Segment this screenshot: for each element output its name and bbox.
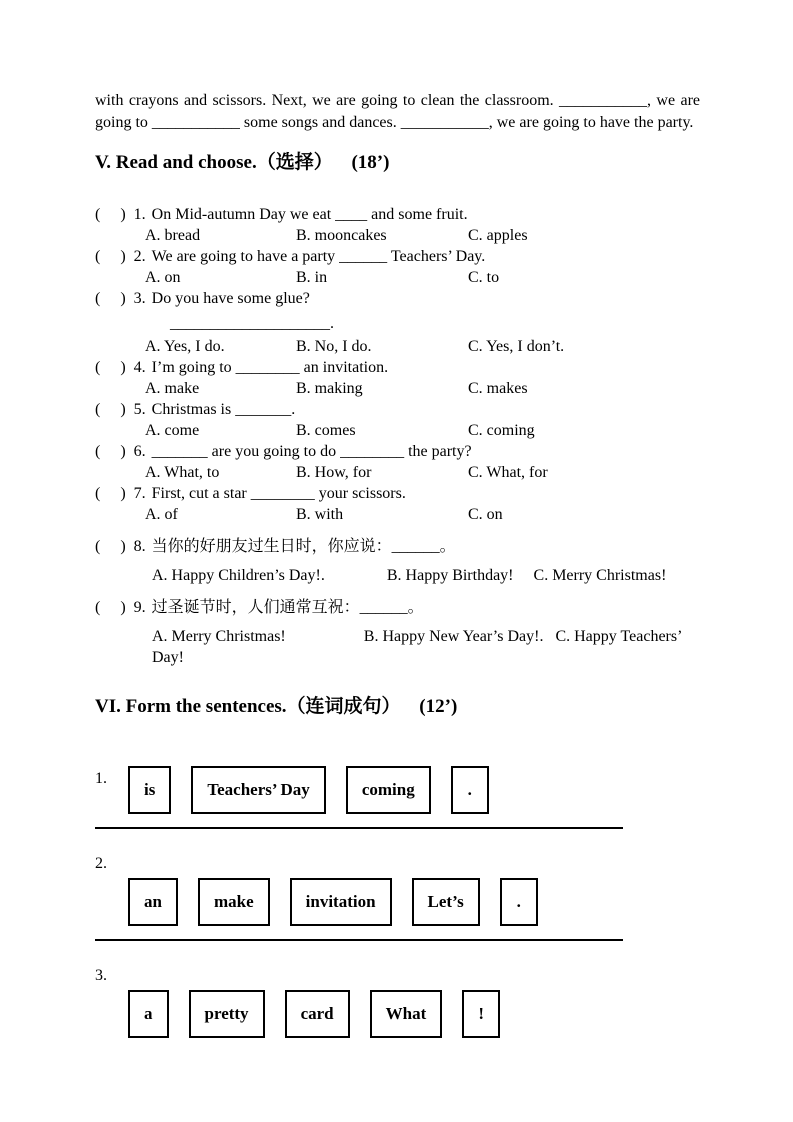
- options-row: [145, 336, 700, 357]
- answer-bracket: ( ): [95, 206, 126, 223]
- option-b: B. mooncakes: [296, 227, 387, 244]
- word-box: make: [198, 878, 270, 926]
- form-sentences-list: [95, 766, 700, 1038]
- option-b: B. Happy Birthday!: [386, 567, 514, 584]
- options-row: [145, 504, 700, 525]
- word-box: pretty: [189, 990, 265, 1038]
- section-vi-title: [95, 694, 700, 720]
- option-c: C. coming: [468, 422, 535, 439]
- option-c: C. makes: [468, 380, 528, 397]
- word-boxes-row: [128, 990, 700, 1038]
- option-c: C. Yes, I don’t.: [468, 338, 565, 355]
- answer-bracket: ( ): [95, 485, 126, 502]
- option-c: C. What, for: [468, 464, 548, 481]
- option-c: C. apples: [468, 227, 528, 244]
- option-b: B. How, for: [296, 464, 372, 481]
- form-sentence-item: [95, 965, 700, 1038]
- answer-bracket: ( ): [95, 599, 126, 616]
- options-row: [145, 267, 700, 288]
- word-boxes-row: [128, 766, 700, 814]
- question-row: [95, 357, 700, 399]
- form-sentence-item: [95, 853, 700, 941]
- question-text: Christmas is _______.: [151, 401, 296, 418]
- word-box: coming: [346, 766, 431, 814]
- question-stem-line: [95, 441, 700, 462]
- option-a: A. Happy Children’s Day!.: [152, 567, 325, 584]
- answer-line: [95, 939, 623, 941]
- word-box: .: [451, 766, 489, 814]
- question-number: 5.: [133, 401, 146, 418]
- option-a: A. make: [145, 380, 200, 397]
- word-box: an: [128, 878, 178, 926]
- question-text: Do you have some glue?: [151, 290, 310, 307]
- answer-line: [95, 827, 623, 829]
- word-box: is: [128, 766, 171, 814]
- word-box: a: [128, 990, 169, 1038]
- question-stem-line: [95, 246, 700, 267]
- question-row: [95, 288, 700, 357]
- item-number: 2.: [95, 855, 107, 872]
- option-b: B. comes: [296, 422, 356, 439]
- option-b: B. Happy New Year’s Day!.: [363, 628, 544, 645]
- form-sentence-item: [95, 766, 700, 829]
- options-row: [145, 225, 700, 246]
- section-vi-title-text: VI. Form the sentences.（连词成句）: [95, 696, 401, 717]
- question-text: On Mid-autumn Day we eat ____ and some fruit.: [151, 206, 468, 223]
- option-a: A. bread: [145, 227, 201, 244]
- question-text: I’m going to ________ an invitation.: [151, 359, 389, 376]
- question-stem-line: [95, 204, 700, 225]
- option-a: A. on: [145, 269, 181, 286]
- question-text: 过圣诞节时，人们通常互祝：______。: [151, 599, 424, 616]
- option-a: A. What, to: [145, 464, 220, 481]
- option-c: C. Happy Teachers’ Day!: [152, 628, 682, 666]
- question-row: [95, 441, 700, 483]
- word-box: invitation: [290, 878, 392, 926]
- item-number: 1.: [95, 770, 107, 787]
- question-stem-line: [95, 399, 700, 420]
- section-v-score: (18’): [351, 152, 390, 173]
- answer-bracket: ( ): [95, 248, 126, 265]
- word-box: Let’s: [412, 878, 480, 926]
- option-a: A. of: [145, 506, 178, 523]
- option-c: C. on: [468, 506, 503, 523]
- answer-bracket: ( ): [95, 359, 126, 376]
- section-v-title-text: V. Read and choose.（选择）: [95, 152, 333, 173]
- answer-blank-line: ____________________.: [170, 315, 334, 332]
- word-box: card: [285, 990, 350, 1038]
- question-number: 1.: [133, 206, 146, 223]
- option-c: C. Merry Christmas!: [533, 567, 667, 584]
- question-text: We are going to have a party ______ Teachers’ Day.: [151, 248, 486, 265]
- section-v-title: [95, 150, 700, 176]
- question-text: _______ are you going to do ________ the party?: [151, 443, 472, 460]
- option-b: B. in: [296, 269, 328, 286]
- options-row: [152, 565, 700, 586]
- question-number: 6.: [133, 443, 146, 460]
- option-b: B. making: [296, 380, 363, 397]
- option-a: A. Merry Christmas!: [152, 628, 286, 645]
- question-number: 7.: [133, 485, 146, 502]
- word-box: .: [500, 878, 538, 926]
- intro-paragraph: with crayons and scissors. Next, we are going to clean the classroom. ___________, we are going to ___________ some songs and dances. ___________, we are going to have the party.: [95, 92, 700, 131]
- question-row: [95, 204, 700, 246]
- options-row: [152, 626, 700, 668]
- option-c: C. to: [468, 269, 500, 286]
- question-row: [95, 399, 700, 441]
- question-number: 3.: [133, 290, 146, 307]
- option-a: A. Yes, I do.: [145, 338, 225, 355]
- question-row: [95, 483, 700, 525]
- options-row: [145, 378, 700, 399]
- questions-list: [95, 204, 700, 668]
- question-row: [95, 536, 700, 586]
- question-stem-line: [95, 536, 700, 557]
- answer-bracket: ( ): [95, 290, 126, 307]
- question-number: 2.: [133, 248, 146, 265]
- option-b: B. with: [296, 506, 344, 523]
- answer-bracket: ( ): [95, 401, 126, 418]
- section-vi-score: (12’): [419, 696, 458, 717]
- answer-bracket: ( ): [95, 538, 126, 555]
- question-text: 当你的好朋友过生日时，你应说：______。: [151, 538, 456, 555]
- question-number: 8.: [133, 538, 146, 555]
- item-number: 3.: [95, 967, 107, 984]
- question-text: First, cut a star ________ your scissors.: [151, 485, 406, 502]
- question-number: 4.: [133, 359, 146, 376]
- word-box: Teachers’ Day: [191, 766, 325, 814]
- options-row: [145, 462, 700, 483]
- question-stem-line: [95, 483, 700, 504]
- option-b: B. No, I do.: [296, 338, 372, 355]
- option-a: A. come: [145, 422, 200, 439]
- options-row: [145, 420, 700, 441]
- question-row: [95, 597, 700, 668]
- answer-bracket: ( ): [95, 443, 126, 460]
- word-box: !: [462, 990, 500, 1038]
- question-number: 9.: [133, 599, 146, 616]
- question-stem-line: [95, 288, 700, 309]
- word-boxes-row: [128, 878, 700, 926]
- question-row: [95, 246, 700, 288]
- word-box: What: [370, 990, 443, 1038]
- question-stem-line: [95, 597, 700, 618]
- question-stem-line: [95, 357, 700, 378]
